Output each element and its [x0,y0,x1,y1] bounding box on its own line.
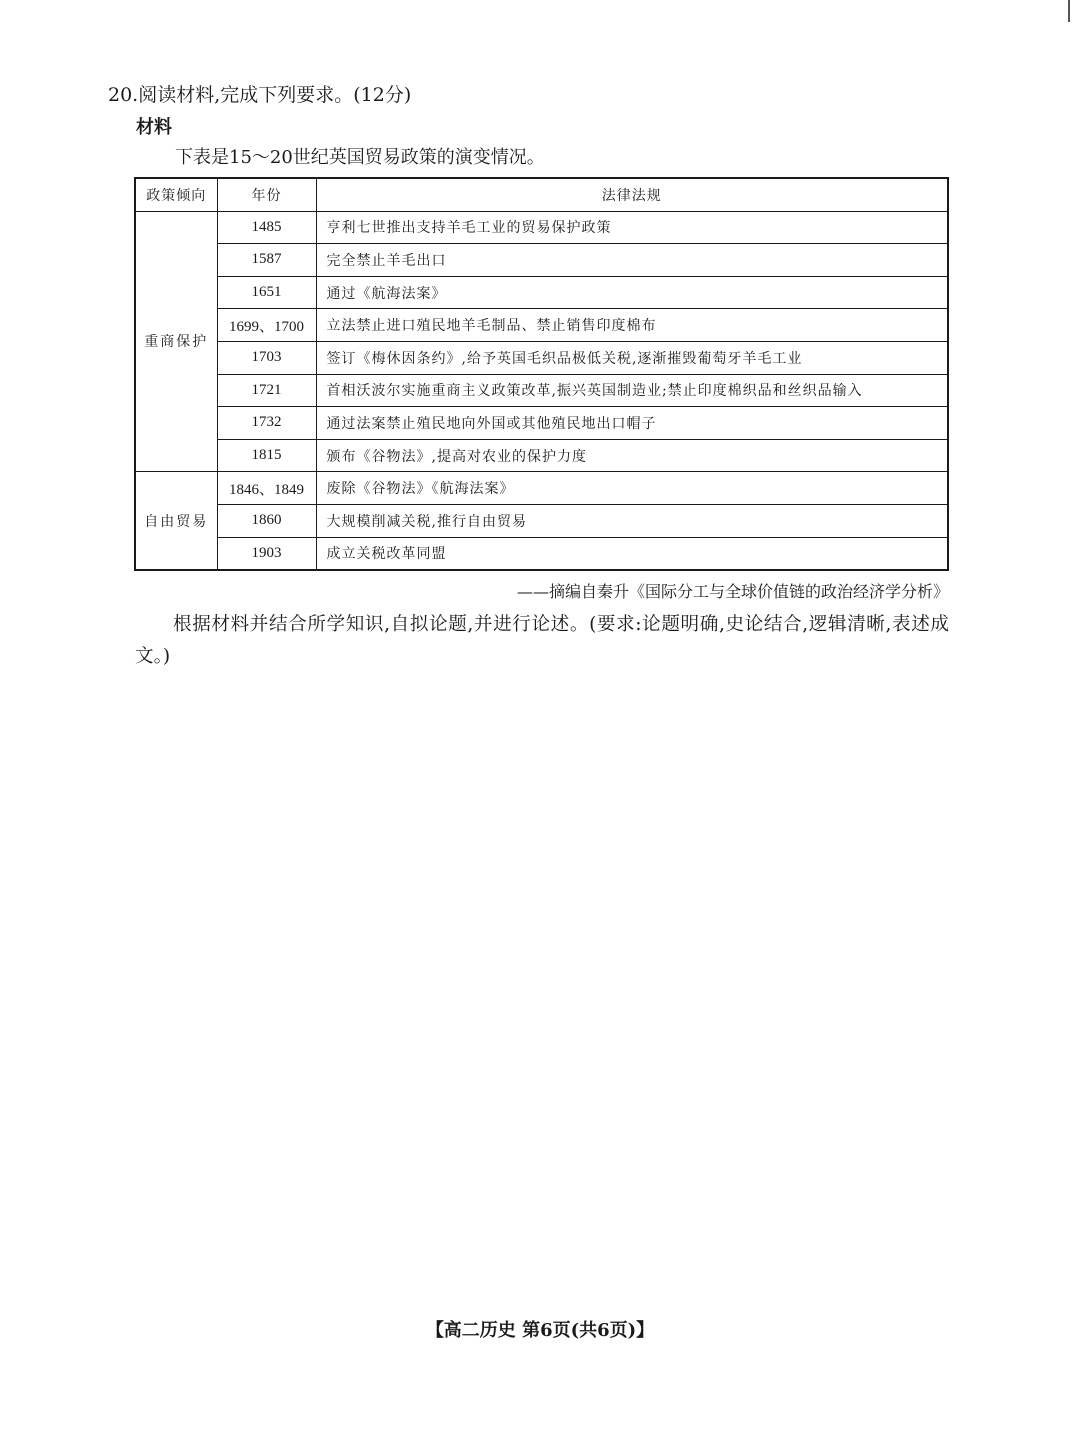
table-row [135,537,948,570]
law-cell: 通过《航海法案》 [316,276,948,309]
law-cell: 废除《谷物法》《航海法案》 [316,472,948,505]
trade-policy-table [134,177,949,571]
law-cell: 成立关税改革同盟 [316,537,948,570]
table-row [135,244,948,277]
material-intro: 下表是15～20世纪英国贸易政策的演变情况。 [175,147,545,168]
page-footer: 【高二历史 第6页(共6页)】 [425,1320,655,1341]
year-cell: 1846、1849 [217,472,316,505]
header-policy-tendency: 政策倾向 [135,178,217,211]
material-label: 材料 [136,117,172,138]
year-cell: 1903 [217,537,316,570]
law-cell: 通过法案禁止殖民地向外国或其他殖民地出口帽子 [316,407,948,440]
year-cell: 1815 [217,439,316,472]
question-title: 20.阅读材料,完成下列要求。(12分) [108,84,412,106]
law-cell: 颁布《谷物法》,提高对农业的保护力度 [316,439,948,472]
scan-edge-mark [1068,0,1070,22]
table-row [135,504,948,537]
law-cell: 立法禁止进口殖民地羊毛制品、禁止销售印度棉布 [316,309,948,342]
year-cell: 1703 [217,341,316,374]
year-cell: 1721 [217,374,316,407]
year-cell: 1587 [217,244,316,277]
year-cell: 1732 [217,407,316,440]
header-laws: 法律法规 [316,178,948,211]
law-cell: 大规模削减关税,推行自由贸易 [316,504,948,537]
table-row [135,439,948,472]
category-free-trade: 自由贸易 [135,472,217,570]
year-cell: 1651 [217,276,316,309]
law-cell: 首相沃波尔实施重商主义政策改革,振兴英国制造业;禁止印度棉织品和丝织品输入 [316,374,948,407]
table-row [135,211,948,244]
law-cell: 签订《梅休因条约》,给予英国毛织品极低关税,逐渐摧毁葡萄牙羊毛工业 [316,341,948,374]
table-row [135,341,948,374]
table-row [135,374,948,407]
table-header-row [135,178,948,211]
table-row [135,407,948,440]
year-cell: 1699、1700 [217,309,316,342]
header-year: 年份 [217,178,316,211]
question-prompt: 根据材料并结合所学知识,自拟论题,并进行论述。(要求:论题明确,史论结合,逻辑清晰,表述成文。) [135,614,949,667]
law-cell: 亨利七世推出支持羊毛工业的贸易保护政策 [316,211,948,244]
source-citation: ——摘编自秦升《国际分工与全球价值链的政治经济学分析》 [516,582,949,601]
table-row [135,276,948,309]
category-mercantile-protection: 重商保护 [135,211,217,472]
law-cell: 完全禁止羊毛出口 [316,244,948,277]
table-row [135,309,948,342]
year-cell: 1860 [217,504,316,537]
table-row [135,472,948,505]
year-cell: 1485 [217,211,316,244]
